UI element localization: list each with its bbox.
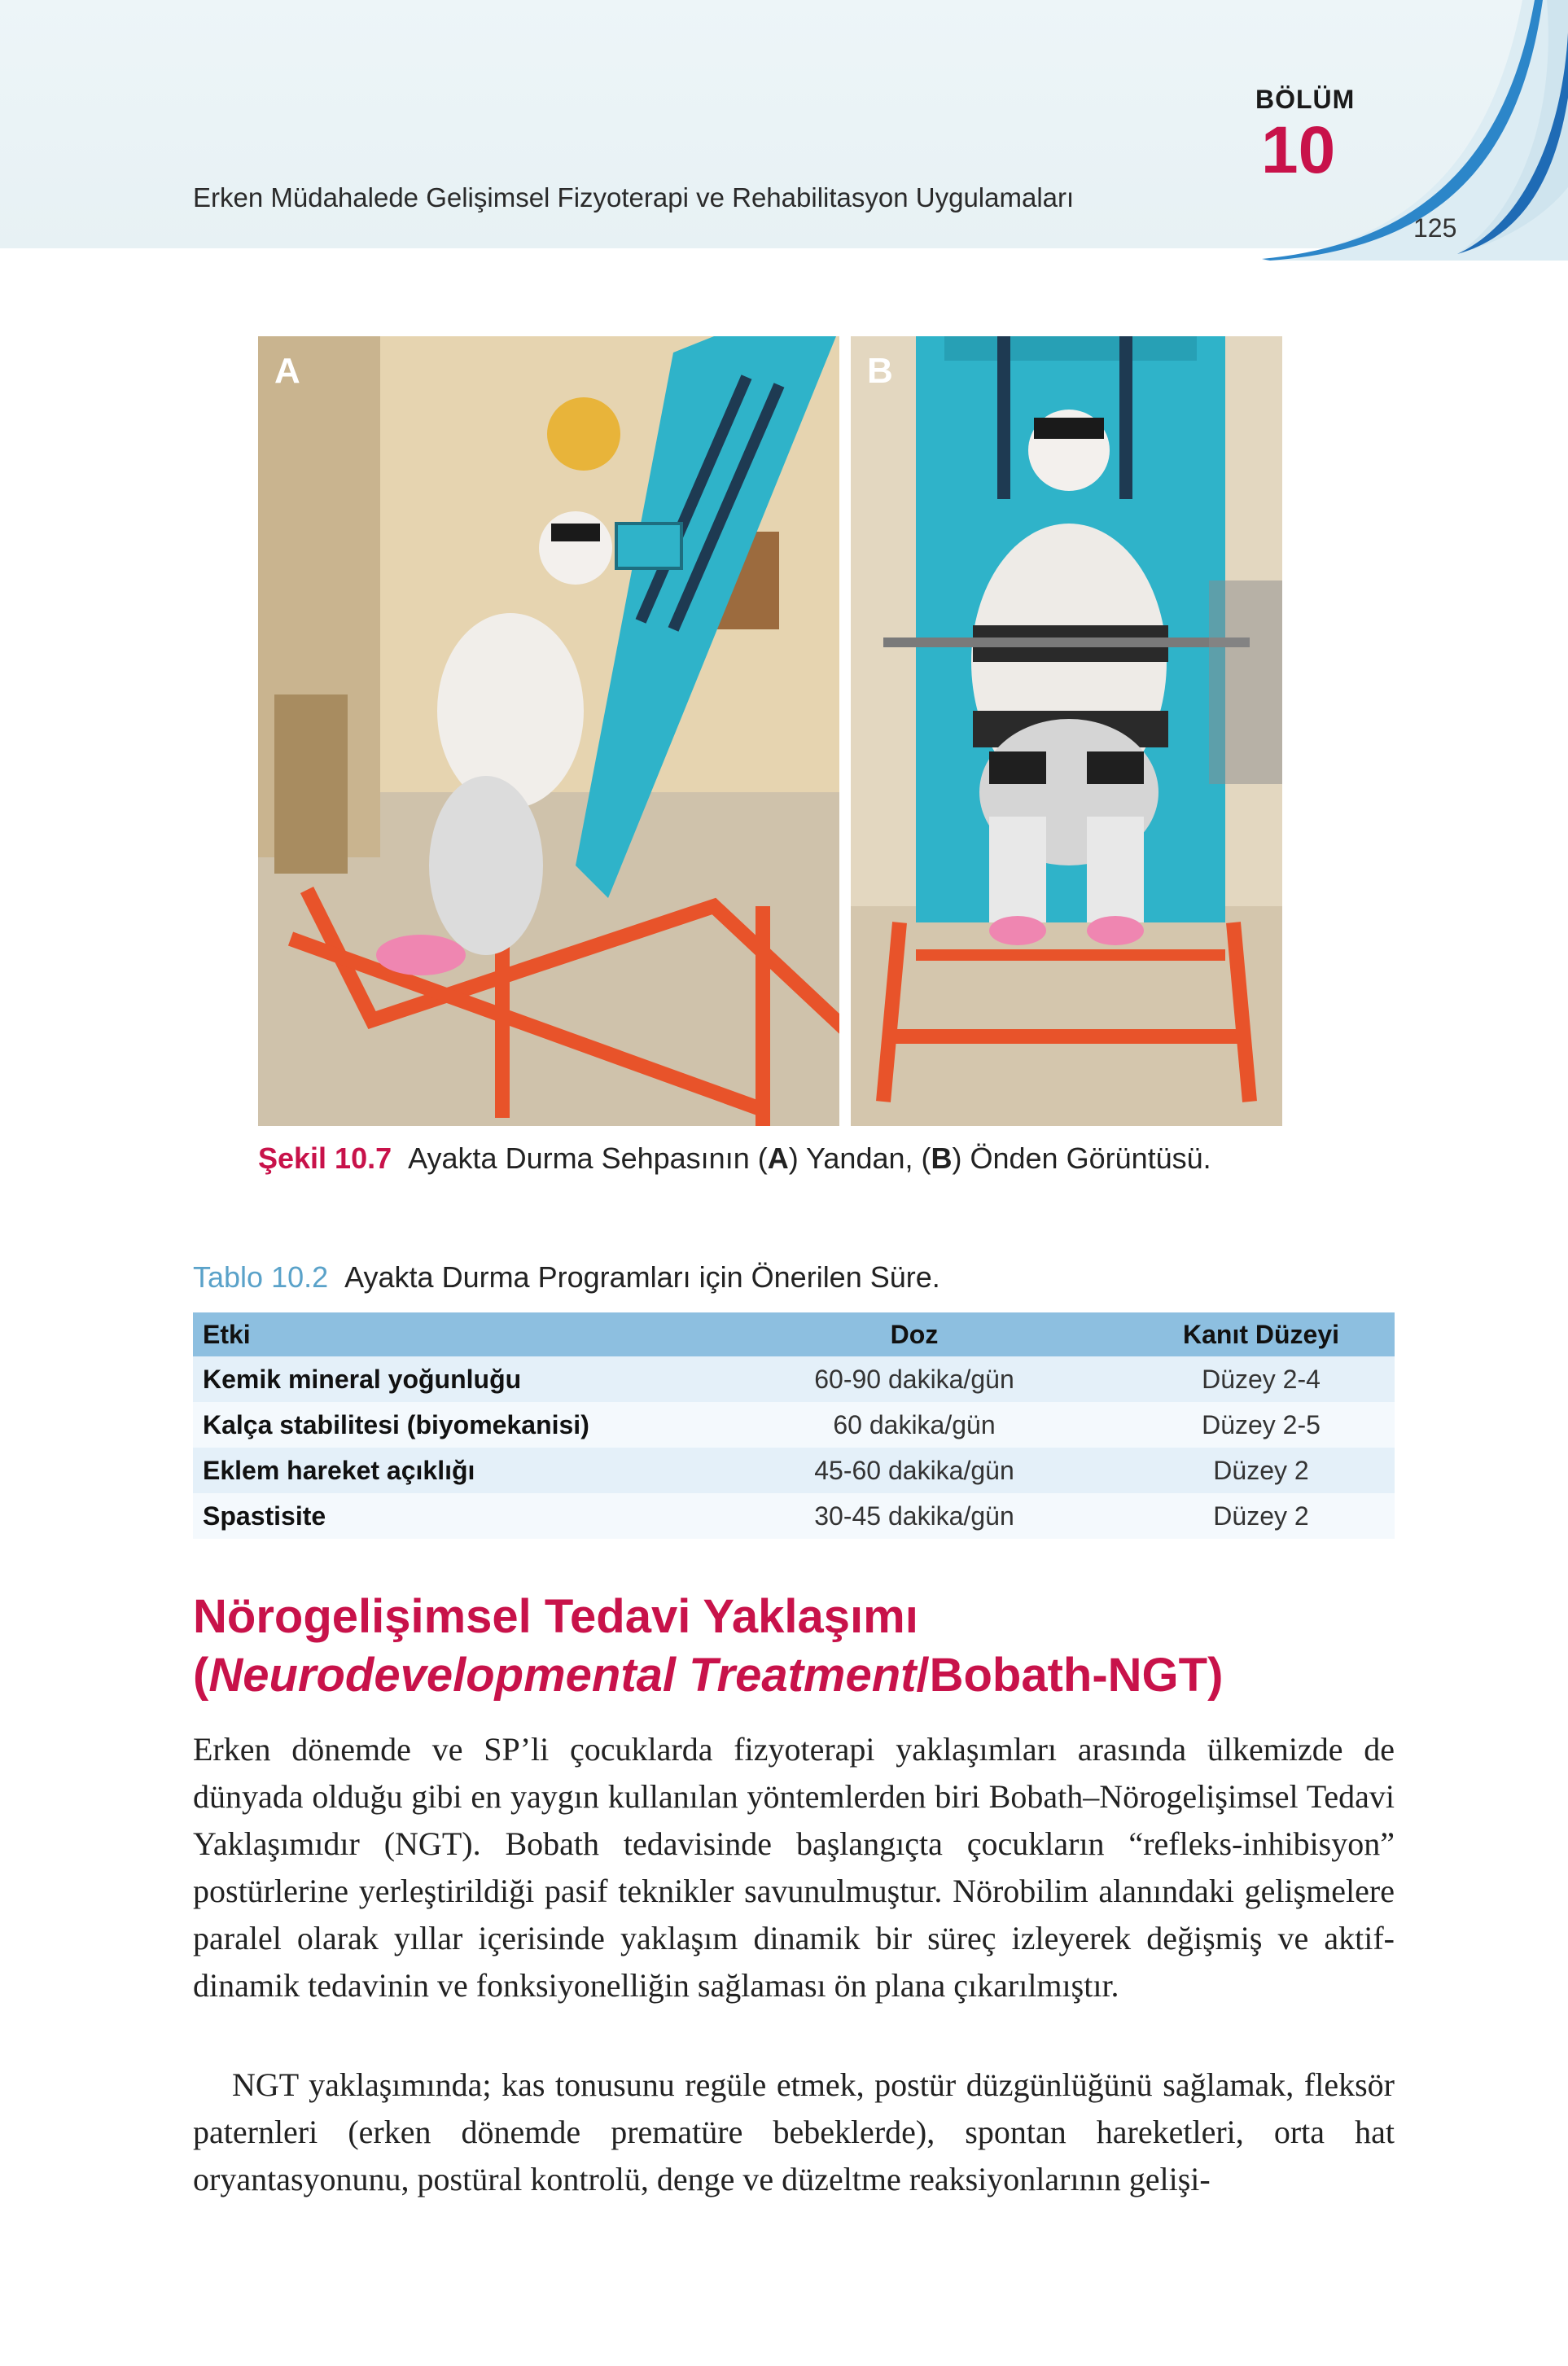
figure-caption-label: Şekil 10.7 bbox=[258, 1141, 392, 1175]
table-cell: Kalça stabilitesi (biyomekanisi) bbox=[193, 1402, 701, 1448]
figure-caption-text-3: ) Önden Görüntüsü. bbox=[952, 1141, 1211, 1175]
panel-letter-a: A bbox=[274, 351, 300, 391]
section-heading-line1: Nörogelişimsel Tedavi Yaklaşımı bbox=[193, 1590, 918, 1643]
table-caption-text: Ayakta Durma Programları için Önerilen Süre. bbox=[344, 1260, 940, 1294]
table-cell: 60 dakika/gün bbox=[701, 1402, 1128, 1448]
body-paragraph-1: Erken dönemde ve SP’li çocuklarda fizyoterapi yaklaşımları arasında ülkemizde de dünyada olduğu gibi en yaygın kullanılan yöntemlerden biri Bobath–Nörogelişimsel Tedavi Yaklaşımıdır (NGT). Bobath tedavisinde başlangıçta çocukların “refleks-inhibisyon” postürlerine yerleştirildiği pasif teknikler savunulmuştur. Nörobilim alanındaki gelişmelere paralel olarak yıllar içerisinde yaklaşım dinamik bir süreç izleyerek değişmiş ve aktif-dinamik tedavinin ve fonksiyonelliğin sağlaması ön plana çıkarılmıştır. bbox=[193, 1731, 1395, 2004]
table-header-cell: Doz bbox=[701, 1312, 1128, 1356]
standing-program-table bbox=[193, 1312, 1395, 1539]
table-cell: Spastisite bbox=[193, 1493, 701, 1539]
figure-caption-b: B bbox=[931, 1141, 953, 1175]
figure-caption-text-1: Ayakta Durma Sehpasının ( bbox=[408, 1141, 768, 1175]
section-heading-italic: Neurodevelopmental Treatment bbox=[208, 1649, 917, 1702]
table-cell: 45-60 dakika/gün bbox=[701, 1448, 1128, 1493]
chapter-number: 10 bbox=[1261, 113, 1336, 187]
table-caption-label: Tablo 10.2 bbox=[193, 1260, 329, 1294]
standing-frame-front-view-image bbox=[851, 336, 1282, 1126]
section-heading-line2 bbox=[193, 1646, 1223, 1705]
figure-caption-text-2: ) Yandan, ( bbox=[788, 1141, 931, 1175]
figure-photo-a bbox=[258, 336, 839, 1126]
table-cell: 30-45 dakika/gün bbox=[701, 1493, 1128, 1539]
panel-letter-b: B bbox=[867, 351, 893, 391]
chapter-label: BÖLÜM bbox=[1255, 85, 1356, 114]
table-row bbox=[193, 1448, 1395, 1493]
table-cell: Kemik mineral yoğunluğu bbox=[193, 1356, 701, 1402]
table-row bbox=[193, 1356, 1395, 1402]
body-paragraph-2: NGT yaklaşımında; kas tonusunu regüle etmek, postür düzgünlüğünü sağlamak, fleksör paternleri (erken dönemde prematüre bebeklerde), spontan hareketleri, orta hat oryantasyonunu, postüral kontrolü, denge ve düzeltme reaksiyonlarının gelişi- bbox=[193, 2066, 1395, 2197]
table-cell: Düzey 2-4 bbox=[1128, 1356, 1395, 1402]
standing-frame-side-view-image bbox=[258, 336, 839, 1126]
page-number: 125 bbox=[1413, 213, 1457, 243]
figure-caption-a: A bbox=[767, 1141, 789, 1175]
table-cell: Düzey 2 bbox=[1128, 1493, 1395, 1539]
table-cell: Eklem hareket açıklığı bbox=[193, 1448, 701, 1493]
table-header-cell: Kanıt Düzeyi bbox=[1128, 1312, 1395, 1356]
section-heading-paren: ( bbox=[193, 1649, 209, 1702]
section-heading bbox=[193, 1588, 1223, 1705]
table-caption bbox=[193, 1260, 940, 1295]
table-row bbox=[193, 1402, 1395, 1448]
table-header-cell: Etki bbox=[193, 1312, 701, 1356]
table-row bbox=[193, 1493, 1395, 1539]
figure-photo-b bbox=[851, 336, 1282, 1126]
figure-caption bbox=[258, 1141, 1211, 1176]
table-header-row bbox=[193, 1312, 1395, 1356]
book-title: Erken Müdahalede Gelişimsel Fizyoterapi ve Rehabilitasyon Uygulamaları bbox=[193, 182, 1075, 213]
table-cell: Düzey 2-5 bbox=[1128, 1402, 1395, 1448]
section-heading-rest: /Bobath-NGT) bbox=[916, 1649, 1224, 1702]
table-cell: Düzey 2 bbox=[1128, 1448, 1395, 1493]
table-cell: 60-90 dakika/gün bbox=[701, 1356, 1128, 1402]
